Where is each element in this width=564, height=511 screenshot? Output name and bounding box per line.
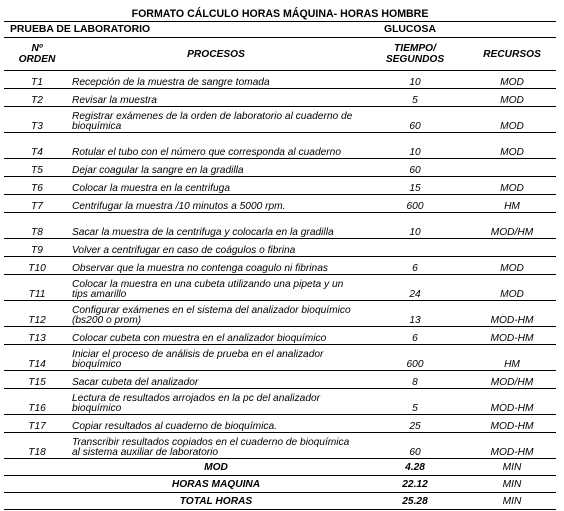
row-process: Observar que la muestra no contenga coagulo ni fibrinas [70, 257, 362, 275]
table-row [4, 345, 556, 371]
row-code: T6 [4, 177, 70, 195]
test-name: GLUCOSA [362, 22, 556, 38]
row-process: Transcribir resultados copiados en el cuaderno de bioquímica al sistema auxiliar de laboratorio [70, 433, 362, 459]
table-row [4, 275, 556, 301]
row-process: Iniciar el proceso de análisis de prueba en el analizador bioquímico [70, 345, 362, 371]
table-row [4, 213, 556, 239]
lab-test-label: PRUEBA DE LABORATORIO [4, 22, 362, 38]
row-code: T12 [4, 301, 70, 327]
row-resource: MOD-HM [468, 415, 556, 433]
table-row [4, 415, 556, 433]
row-time: 600 [362, 195, 468, 213]
row-process: Centrifugar la muestra /10 minutos a 5000 rpm. [70, 195, 362, 213]
total-row [4, 476, 556, 493]
row-time: 15 [362, 177, 468, 195]
total-label: TOTAL HORAS [70, 493, 362, 510]
row-process: Dejar coagular la sangre en la gradilla [70, 159, 362, 177]
row-time: 24 [362, 275, 468, 301]
header-time [362, 38, 468, 71]
row-code: T9 [4, 239, 70, 257]
total-blank [4, 476, 70, 493]
row-resource: MOD [468, 71, 556, 89]
total-row [4, 493, 556, 510]
total-blank [4, 493, 70, 510]
row-code: T3 [4, 107, 70, 133]
row-resource: MOD-HM [468, 389, 556, 415]
total-unit: MIN [468, 493, 556, 510]
header-order [4, 38, 70, 71]
row-time: 60 [362, 433, 468, 459]
row-code: T13 [4, 327, 70, 345]
row-process: Registrar exámenes de la orden de laboratorio al cuaderno de bioquímica [70, 107, 362, 133]
row-time: 6 [362, 327, 468, 345]
row-process: Rotular el tubo con el número que corresponda al cuaderno [70, 133, 362, 159]
row-process: Lectura de resultados arrojados en la pc del analizador bioquímico [70, 389, 362, 415]
total-value: 25.28 [362, 493, 468, 510]
row-time: 600 [362, 345, 468, 371]
row-process: Recepción de la muestra de sangre tomada [70, 71, 362, 89]
row-code: T10 [4, 257, 70, 275]
row-resource: MOD/HM [468, 213, 556, 239]
header-order-line2: ORDEN [18, 54, 56, 65]
row-time: 60 [362, 159, 468, 177]
total-value: 4.28 [362, 459, 468, 476]
total-label: MOD [70, 459, 362, 476]
row-resource: HM [468, 345, 556, 371]
table-row [4, 257, 556, 275]
total-blank [4, 459, 70, 476]
row-process: Colocar la muestra en la centrifuga [70, 177, 362, 195]
total-unit: MIN [468, 459, 556, 476]
row-time: 5 [362, 389, 468, 415]
total-unit: MIN [468, 476, 556, 493]
row-code: T17 [4, 415, 70, 433]
row-time: 25 [362, 415, 468, 433]
header-order-line1: Nº [31, 43, 43, 54]
row-time: 10 [362, 71, 468, 89]
row-code: T14 [4, 345, 70, 371]
table-row [4, 89, 556, 107]
table-row [4, 327, 556, 345]
table-row [4, 389, 556, 415]
row-time: 10 [362, 213, 468, 239]
row-time: 5 [362, 89, 468, 107]
total-label: HORAS MAQUINA [70, 476, 362, 493]
document-title: FORMATO CÁLCULO HORAS MÁQUINA- HORAS HOMBRE [4, 7, 556, 22]
total-value: 22.12 [362, 476, 468, 493]
row-time: 10 [362, 133, 468, 159]
row-time: 6 [362, 257, 468, 275]
header-time-line1: TIEMPO/ [394, 43, 436, 54]
row-code: T7 [4, 195, 70, 213]
row-resource: MOD [468, 257, 556, 275]
row-time [362, 239, 468, 257]
header-time-line2: SEGUNDOS [385, 54, 445, 65]
row-process: Colocar la muestra en una cubeta utilizando una pipeta y un tips amarillo [70, 275, 362, 301]
row-resource: MOD [468, 133, 556, 159]
table-row [4, 133, 556, 159]
row-resource: MOD [468, 177, 556, 195]
table-row [4, 239, 556, 257]
row-resource: MOD-HM [468, 327, 556, 345]
row-code: T11 [4, 275, 70, 301]
table-row [4, 177, 556, 195]
row-code: T1 [4, 71, 70, 89]
row-process: Revisar la muestra [70, 89, 362, 107]
time-calculation-table [4, 7, 556, 510]
row-resource [468, 159, 556, 177]
row-code: T2 [4, 89, 70, 107]
row-process: Colocar cubeta con muestra en el analizador bioquímico [70, 327, 362, 345]
row-process: Sacar cubeta del analizador [70, 371, 362, 389]
row-resource: MOD-HM [468, 433, 556, 459]
row-resource [468, 239, 556, 257]
row-resource: MOD/HM [468, 371, 556, 389]
row-process: Configurar exámenes en el sistema del analizador bioquímico (bs200 o prom) [70, 301, 362, 327]
header-processes: PROCESOS [70, 38, 362, 71]
row-code: T15 [4, 371, 70, 389]
row-time: 8 [362, 371, 468, 389]
row-resource: MOD [468, 107, 556, 133]
row-code: T8 [4, 213, 70, 239]
table-row [4, 371, 556, 389]
row-code: T4 [4, 133, 70, 159]
table-row [4, 301, 556, 327]
table-row [4, 159, 556, 177]
row-resource: MOD-HM [468, 301, 556, 327]
table-row [4, 433, 556, 459]
table-row [4, 71, 556, 89]
table-row [4, 107, 556, 133]
row-code: T5 [4, 159, 70, 177]
row-resource: HM [468, 195, 556, 213]
table-row [4, 195, 556, 213]
row-code: T16 [4, 389, 70, 415]
header-resources: RECURSOS [468, 38, 556, 71]
row-resource: MOD [468, 89, 556, 107]
row-process: Volver a centrifugar en caso de coágulos o fibrina [70, 239, 362, 257]
row-resource: MOD [468, 275, 556, 301]
row-time: 13 [362, 301, 468, 327]
total-row [4, 459, 556, 476]
row-process: Copiar resultados al cuaderno de bioquímica. [70, 415, 362, 433]
row-process: Sacar la muestra de la centrifuga y colocarla en la gradilla [70, 213, 362, 239]
row-time: 60 [362, 107, 468, 133]
row-code: T18 [4, 433, 70, 459]
